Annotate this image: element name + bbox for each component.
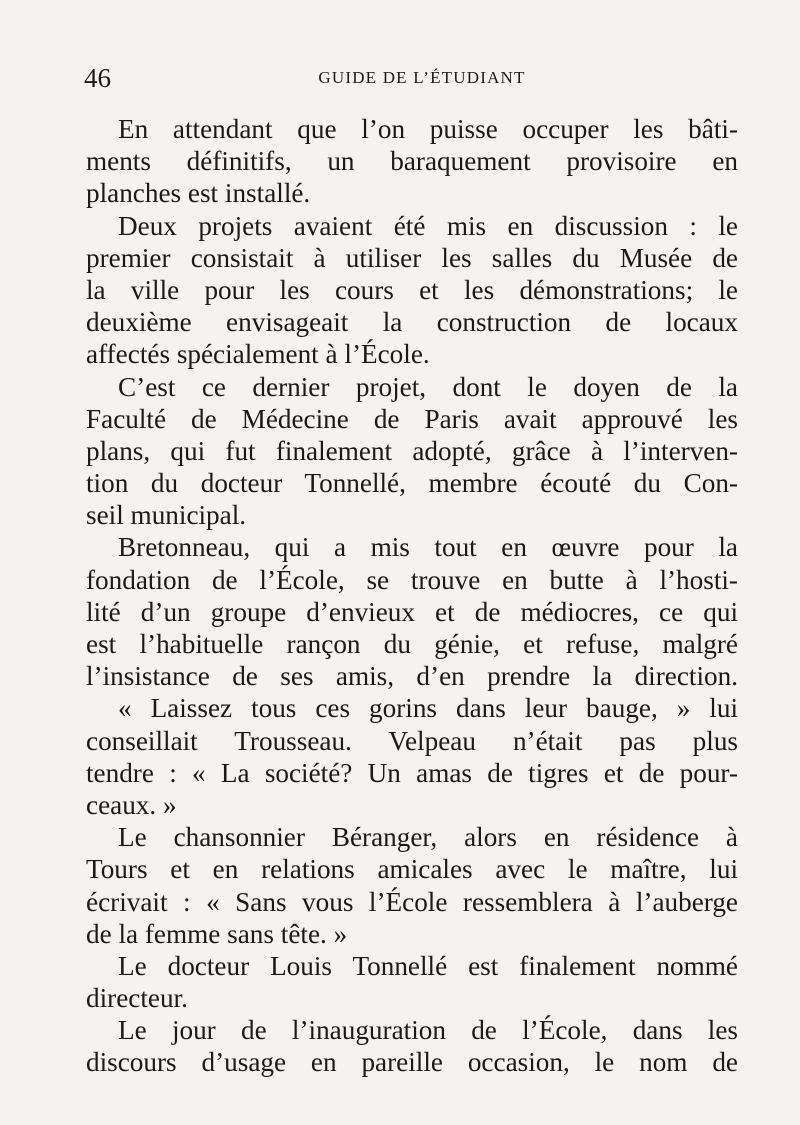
text-line: planches est installé. [86,178,311,209]
text-line: discours d’usage en pareille occasion, le nom de [86,1047,738,1078]
text-line: Deux projets avaient été mis en discussion : le [118,210,738,241]
text-line: affectés spécialement à l’École. [86,339,430,370]
text-line: C’est ce dernier projet, dont le doyen de la [118,371,738,402]
text-line: directeur. [86,983,188,1014]
text-line: « Laissez tous ces gorins dans leur bauge, » lui [118,693,738,724]
text-line: En attendant que l’on puisse occuper les bâti- [118,114,738,144]
text-line: l’insistance de ses amis, d’en prendre la direction. [86,661,738,692]
text-line: Le docteur Louis Tonnellé est finalement nommé [118,950,738,981]
text-line: premier consistait à utiliser les salles du Musée de [86,242,738,273]
text-line: ments définitifs, un baraquement provisoire en [86,146,738,177]
text-line: deuxième envisageait la construction de locaux [86,307,738,338]
text-line: la ville pour les cours et les démonstrations; le [86,274,738,305]
running-head-title: GUIDE DE L’ÉTUDIANT [318,68,526,87]
text-line: fondation de l’École, se trouve en butte à l’hosti- [86,564,738,595]
text-line: est l’habituelle rançon du génie, et refuse, malgré [86,629,738,659]
page-number: 46 [84,63,111,93]
text-line: conseillait Trousseau. Velpeau n’était pas plus [86,725,738,756]
text-line: Faculté de Médecine de Paris avait approuvé les [86,403,738,434]
text-line: de la femme sans tête. » [86,918,348,949]
text-line: lité d’un groupe d’envieux et de médiocres, ce qui [86,596,738,627]
text-line: Tours et en relations amicales avec le maître, lui [86,854,738,885]
text-line: tendre : « La société? Un amas de tigres et de pour- [86,757,738,788]
running-head [84,58,740,98]
text-line: plans, qui fut finalement adopté, grâce à l’interven- [86,435,738,466]
text-line: ceaux. » [86,789,177,820]
text-line: Le chansonnier Béranger, alors en résidence à [118,822,738,853]
text-line: Le jour de l’inauguration de l’École, dans les [118,1015,738,1046]
text-line: tion du docteur Tonnellé, membre écouté du Con- [86,468,738,499]
text-line: écrivait : « Sans vous l’École ressemblera à l’auberge [86,886,738,917]
text-line: seil municipal. [86,500,247,531]
body-text [86,113,738,1079]
text-line: Bretonneau, qui a mis tout en œuvre pour la [118,532,738,563]
